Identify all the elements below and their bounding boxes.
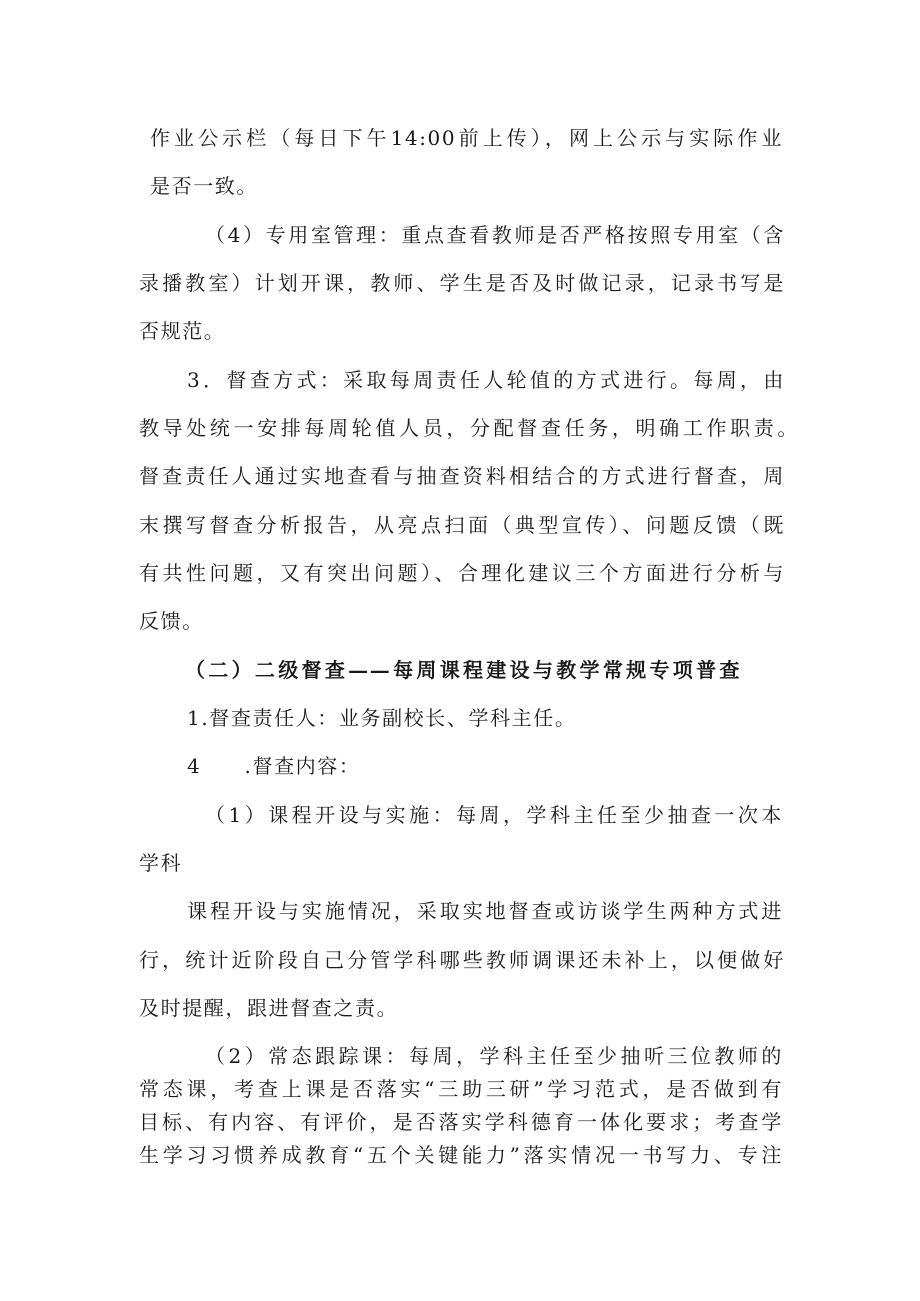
text-line-1: 作业公示栏（每日下午14:00前上传），网上公示与实际作业 — [150, 126, 783, 150]
text-line-2: 是否一致。 — [150, 174, 258, 198]
text-line-15: （1）课程开设与实施：每周，学科主任至少抽查一次本 — [205, 803, 783, 827]
text-line-21: 常态课，考查上课是否落实“三助三研”学习范式，是否做到有 — [139, 1077, 783, 1101]
text-line-16: 学科 — [139, 851, 183, 875]
text-line-6: 3．督查方式：采取每周责任人轮值的方式进行。每周，由 — [187, 368, 785, 392]
text-line-9: 末撰写督查分析报告，从亮点扫面（典型宣传）、问题反馈（既 — [139, 513, 785, 537]
text-line-3: （4）专用室管理：重点查看教师是否严格按照专用室（含 — [205, 223, 785, 247]
text-line-11: 反馈。 — [139, 609, 204, 633]
text-line-20: （2）常态跟踪课：每周，学科主任至少抽听三位教师的 — [205, 1044, 783, 1068]
text-line-18: 行，统计近阶段自己分管学科哪些教师调课还未补上，以便做好 — [139, 948, 785, 972]
text-line-14: 4 .督查内容： — [187, 754, 361, 778]
text-line-17: 课程开设与实施情况，采取实地督查或访谈学生两种方式进 — [187, 899, 783, 923]
section-heading: （二）二级督查——每周课程建设与教学常规专项普查 — [185, 658, 741, 682]
text-line-4: 录播教室）计划开课，教师、学生是否及时做记录，记录书写是 — [139, 271, 785, 295]
text-line-22: 目标、有内容、有评价，是否落实学科德育一体化要求；考查学 — [139, 1110, 783, 1134]
text-line-8: 督查责任人通过实地查看与抽查资料相结合的方式进行督查，周 — [139, 464, 785, 488]
text-line-5: 否规范。 — [139, 319, 226, 343]
text-line-10: 有共性问题，又有突出问题）、合理化建议三个方面进行分析与 — [139, 561, 785, 585]
text-line-13: 1.督查责任人：业务副校长、学科主任。 — [187, 706, 577, 730]
text-line-7: 教导处统一安排每周轮值人员，分配督查任务，明确工作职责。 — [139, 416, 799, 440]
text-line-23: 生学习习惯养成教育“五个关键能力”落实情况一书写力、专注 — [139, 1143, 783, 1167]
text-line-19: 及时提醒，跟进督查之责。 — [139, 996, 399, 1020]
